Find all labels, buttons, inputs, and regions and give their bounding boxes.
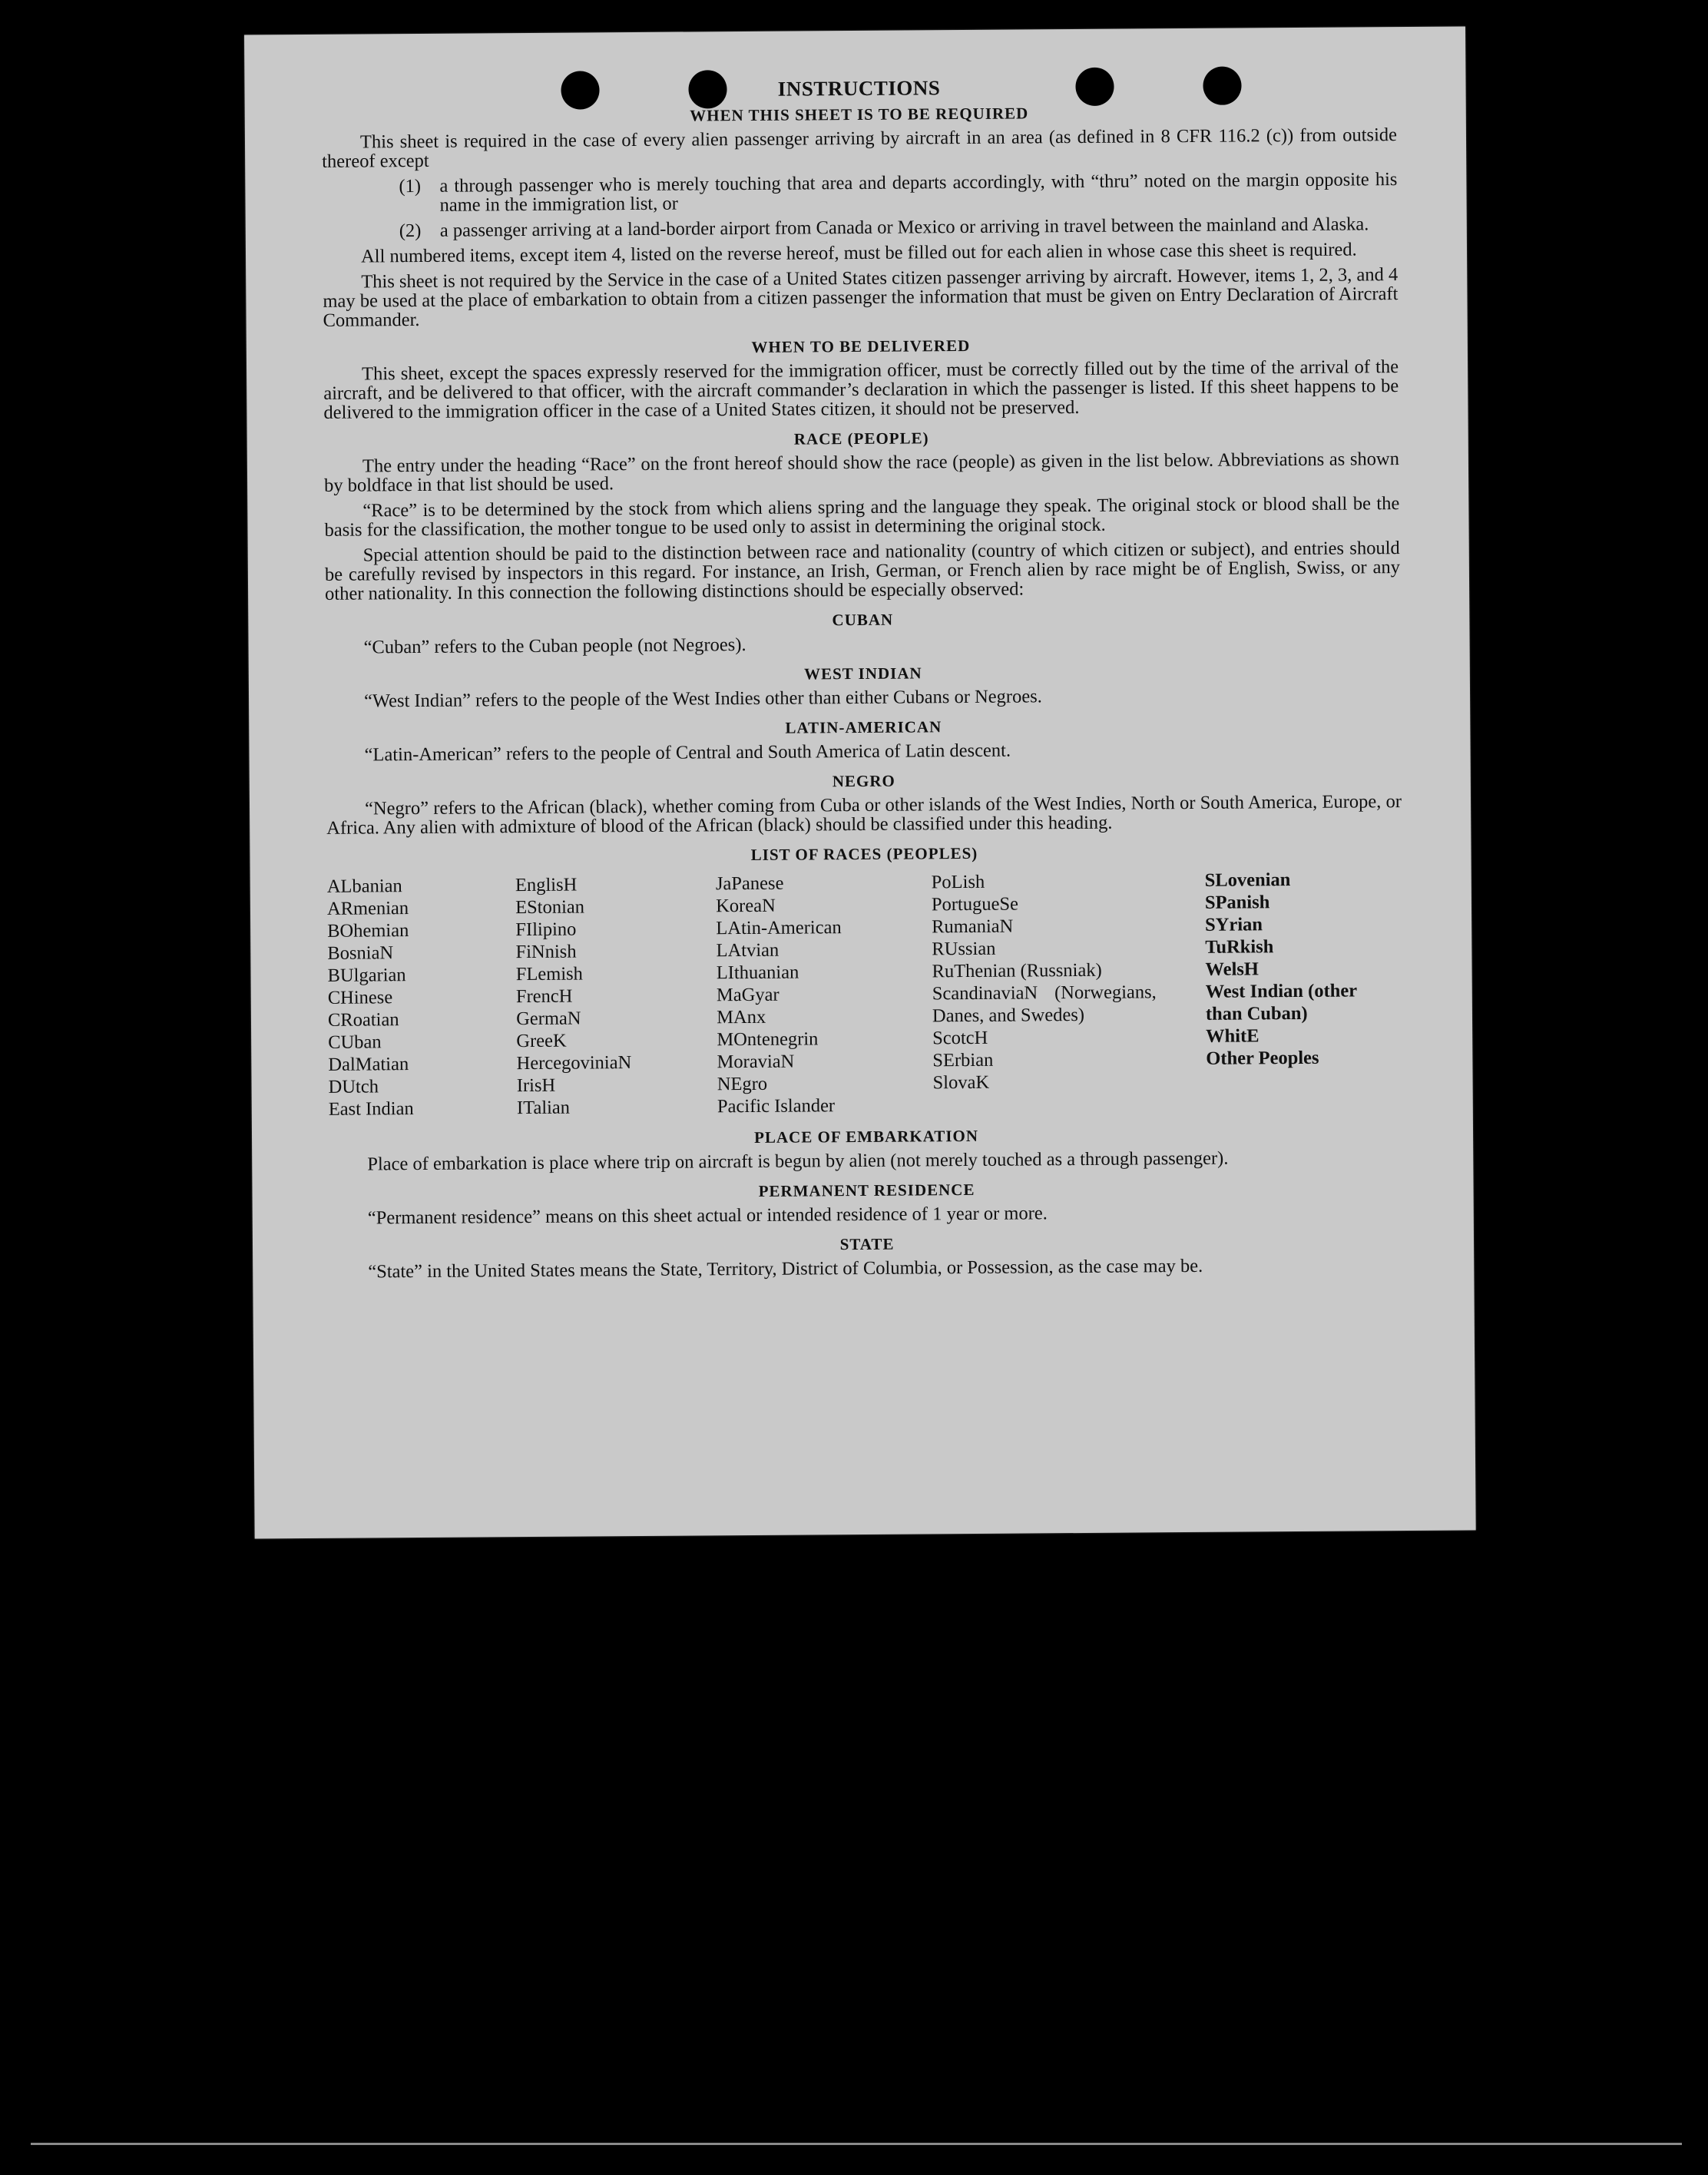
race-entry: PoLish xyxy=(931,871,985,893)
paragraph: All numbered items, except item 4, listed on the reverse hereof, must be filled out for each alien in whose case this sheet is required. xyxy=(360,239,1357,267)
race-entry: KoreaN xyxy=(716,895,776,917)
race-entry: WelsH xyxy=(1205,958,1259,980)
item-text: a passenger arriving at a land-border airport from Canada or Mexico or arriving in travel between the mainland and Alaska. xyxy=(439,214,1369,241)
race-entry: IrisH xyxy=(516,1074,556,1097)
race-entry: PortugueSe xyxy=(931,893,1019,915)
race-column xyxy=(327,874,517,1121)
paragraph: This sheet, except the spaces expressly reserved for the immigration officer, must be correctly filled out by the time of the arrival of the aircraft, and be delivered to that officer, with the aircraft commander’s declaration in which the passenger is listed. If this sheet happens to be delivered to the immigration officer in the case of a United States citizen, it should not be preserved. xyxy=(323,356,1399,423)
race-entry: MaGyar xyxy=(716,984,780,1006)
list-item xyxy=(399,214,1398,240)
race-entry: RuThenian (Russniak) xyxy=(932,959,1102,982)
race-entry: FIlipino xyxy=(515,919,577,941)
race-list xyxy=(327,868,1404,1121)
section-heading: PLACE OF EMBARKATION xyxy=(754,1126,979,1147)
race-entry: JaPanese xyxy=(715,872,784,895)
race-entry: NEgro xyxy=(717,1073,768,1095)
race-entry: SYrian xyxy=(1204,914,1263,935)
paragraph: This sheet is not required by the Service in the case of a United States citizen passenger arriving by aircraft. However, items 1, 2, 3, and 4 may be used at the place of embarkation to obtain from a citizen passenger the information that must be given on Entry Declaration of Aircraft Commander. xyxy=(323,264,1399,331)
section-heading: RACE (PEOPLE) xyxy=(793,429,929,449)
race-entry: Pacific Islander xyxy=(717,1095,836,1117)
race-entry: EStonian xyxy=(515,896,585,919)
race-entry: SLovenian xyxy=(1204,869,1291,891)
paragraph: “Negro” refers to the African (black), whether coming from Cuba or other islands of the West Indies, North or South America, Europe, or Africa. Any alien with admixture of blood of the African (black) should be classified under this heading. xyxy=(326,791,1402,839)
race-entry: ALbanian xyxy=(326,876,402,897)
race-entry: RUssian xyxy=(932,938,996,960)
race-entry: LAtvian xyxy=(716,939,780,962)
race-entry: BOhemian xyxy=(327,920,409,942)
race-entry: LAtin-American xyxy=(716,917,842,939)
section-heading: CUBAN xyxy=(832,610,894,630)
paragraph: “State” in the United States means the State, Territory, District of Columbia, or Possession, as the case may be. xyxy=(368,1255,1203,1283)
race-entry: WhitE xyxy=(1206,1025,1259,1047)
race-entry: SPanish xyxy=(1204,892,1270,913)
race-entry: EnglisH xyxy=(515,874,578,896)
race-entry: ITalian xyxy=(516,1097,571,1119)
race-entry: HercegoviniaN xyxy=(516,1052,632,1074)
race-entry: DUtch xyxy=(328,1076,379,1097)
paragraph: “Permanent residence” means on this sheet actual or intended residence of 1 year or more. xyxy=(367,1203,1048,1229)
race-entry: SErbian xyxy=(932,1049,994,1071)
section-heading: LIST OF RACES (PEOPLES) xyxy=(750,843,978,864)
paragraph: “Cuban” refers to the Cuban people (not Negroes). xyxy=(363,634,746,658)
race-entry: CUban xyxy=(328,1031,382,1053)
race-entry: ARmenian xyxy=(326,898,409,919)
race-column xyxy=(932,869,1207,1116)
race-entry: RumaniaN xyxy=(932,915,1014,938)
paragraph: Special attention should be paid to the distinction between race and nationality (country of which citizen or subject), and entries should be carefully revised by inspectors in this regard. For instance, an Irish, German, or French alien by race might be of English, Swiss, or any other nationality. In this connection the following distinctions should be especially observed: xyxy=(324,538,1400,604)
race-entry: MAnx xyxy=(717,1006,766,1028)
race-entry: ScandinaviaN (Norwegians, Danes, and Swedes) xyxy=(932,982,1157,1027)
race-entry: TuRkish xyxy=(1205,936,1274,958)
race-entry: CHinese xyxy=(327,987,393,1008)
race-entry: FiNnish xyxy=(515,941,577,963)
race-entry: FLemish xyxy=(515,963,583,985)
section-heading: STATE xyxy=(839,1234,895,1254)
scanner-edge-line xyxy=(31,2143,1682,2145)
document-page xyxy=(244,26,1476,1538)
race-entry: CRoatian xyxy=(327,1009,399,1031)
race-entry: MoraviaN xyxy=(717,1051,795,1073)
race-entry: GreeK xyxy=(516,1030,567,1052)
race-column xyxy=(1205,868,1404,1114)
race-entry: LIthuanian xyxy=(716,962,799,984)
paragraph: “Latin-American” refers to the people of Central and South America of Latin descent. xyxy=(364,740,1011,766)
race-entry: SlovaK xyxy=(932,1071,990,1094)
paragraph: “Race” is to be determined by the stock from which aliens spring and the language they speak. The original stock or blood shall be the basis for the classification, the mother tongue to be used only to assist in determining the original stock. xyxy=(324,493,1400,541)
section-heading: WEST INDIAN xyxy=(803,664,922,684)
race-column xyxy=(515,872,717,1119)
list-item xyxy=(399,170,1397,215)
race-entry: East Indian xyxy=(328,1098,414,1120)
paragraph: “West Indian” refers to the people of the West Indies other than either Cubans or Negroes. xyxy=(363,686,1042,712)
section-heading: NEGRO xyxy=(832,771,895,791)
race-column xyxy=(716,871,933,1117)
page-title: INSTRUCTIONS xyxy=(777,76,941,101)
paragraph: The entry under the heading “Race” on the front hereof should show the race (people) as given in the list below. Abbreviations as shown by boldface in that list should be used. xyxy=(324,449,1400,496)
item-number: (2) xyxy=(399,220,422,242)
race-entry: BosniaN xyxy=(327,942,394,964)
race-entry: Other Peoples xyxy=(1206,1047,1319,1069)
race-entry: BUlgarian xyxy=(327,965,406,986)
section-heading: LATIN-AMERICAN xyxy=(785,717,942,737)
race-entry: ScotcH xyxy=(932,1027,988,1049)
section-heading: WHEN THIS SHEET IS TO BE REQUIRED xyxy=(690,104,1029,125)
paragraph: This sheet is required in the case of every alien passenger arriving by aircraft in an area (as defined in 8 CFR 116.2 (c)) from outside thereof except xyxy=(322,124,1398,172)
race-entry: GermaN xyxy=(516,1008,581,1030)
race-entry: West Indian (other than Cuban) xyxy=(1205,980,1357,1025)
race-entry: DalMatian xyxy=(328,1054,409,1075)
race-entry: FrencH xyxy=(515,985,573,1008)
item-text: a through passenger who is merely touching that area and departs accordingly, with “thru” noted on the margin opposite his name in the immigration list, or xyxy=(439,169,1398,216)
paragraph: Place of embarkation is place where trip on aircraft is begun by alien (not merely touched as a through passenger). xyxy=(367,1147,1229,1175)
section-heading: WHEN TO BE DELIVERED xyxy=(751,336,971,356)
item-number: (1) xyxy=(399,175,422,197)
race-entry: MOntenegrin xyxy=(717,1028,819,1051)
section-heading: PERMANENT RESIDENCE xyxy=(758,1180,975,1200)
